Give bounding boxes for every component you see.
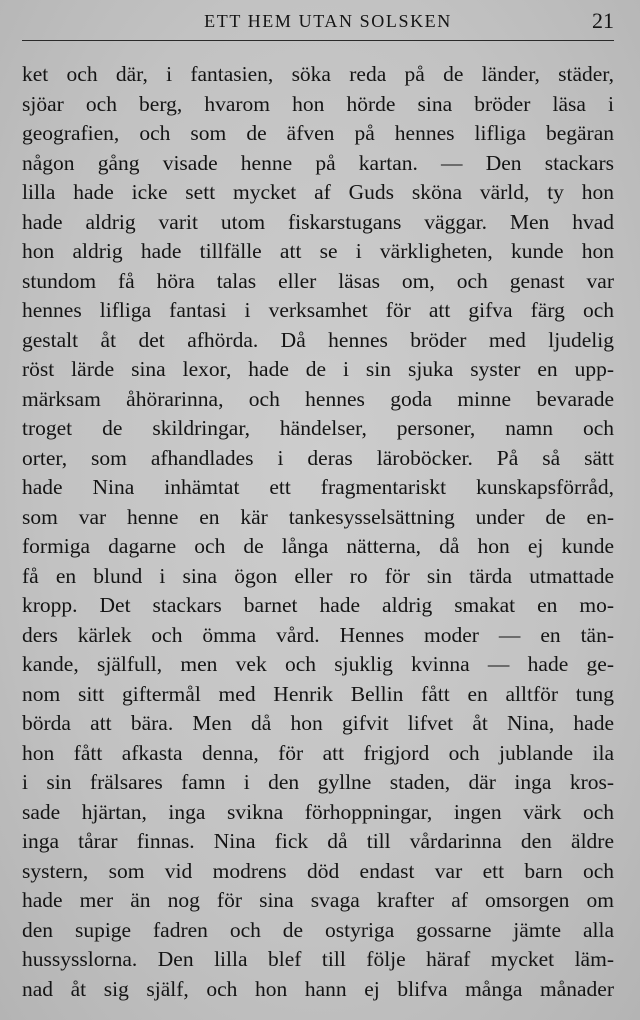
text-line: få en blund i sina ögon eller ro för sin tärda utmattade <box>22 563 614 588</box>
text-line: inga tårar finnas. Nina fick då till vårdarinna den äldre <box>22 829 614 853</box>
text-line: stundom få höra talas eller läsas om, och genast var <box>22 268 614 293</box>
text-line: börda att bära. Men då hon gifvit lifvet åt Nina, hade <box>22 711 614 735</box>
running-head <box>22 8 614 38</box>
text-line: kande, själfull, men vek och sjuklig kvinna — hade ge- <box>22 652 614 676</box>
text-line: hade mer än nog för sina svaga krafter af omsorgen om <box>22 888 614 912</box>
text-line: sjöar och berg, hvarom hon hörde sina bröder läsa i <box>22 91 614 116</box>
text-line: hade aldrig varit utom fiskarstugans väggar. Men hvad <box>22 209 614 234</box>
text-line: nom sitt giftermål med Henrik Bellin fått en alltför tung <box>22 681 614 706</box>
text-line: systern, som vid modrens död endast var ett barn och <box>22 858 614 883</box>
text-line: lilla hade icke sett mycket af Guds sköna värld, ty hon <box>22 180 614 204</box>
page-number: 21 <box>592 8 614 33</box>
text-line: kropp. Det stackars barnet hade aldrig smakat en mo- <box>22 593 614 617</box>
text-line: hennes lifliga fantasi i verksamhet för att gifva färg och <box>22 298 614 322</box>
text-line: geografien, och som de äfven på hennes lifliga begäran <box>22 121 614 145</box>
text-line: ket och där, i fantasien, söka reda på de länder, städer, <box>22 62 614 86</box>
text-line: röst lärde sina lexor, hade de i sin sjuka syster en upp- <box>22 357 614 381</box>
text-line: troget de skildringar, händelser, personer, namn och <box>22 416 614 440</box>
text-line: sade hjärtan, inga svikna förhoppningar, ingen värk och <box>22 799 614 824</box>
running-title: ETT HEM UTAN SOLSKEN <box>204 11 452 31</box>
text-line: märksam åhörarinna, och hennes goda minne bevarade <box>22 386 614 411</box>
text-line: gestalt åt det afhörda. Då hennes bröder med ljudelig <box>22 327 614 352</box>
text-line: som var henne en kär tankesysselsättning under de en- <box>22 504 614 529</box>
text-line: i sin frälsares famn i den gyllne staden, där inga kros- <box>22 770 614 794</box>
text-line: hon aldrig hade tillfälle att se i värkligheten, kunde hon <box>22 239 614 263</box>
text-line: ders kärlek och ömma vård. Hennes moder — en tän- <box>22 622 614 647</box>
body-text <box>22 60 614 1004</box>
text-line: hade Nina inhämtat ett fragmentariskt kunskapsförråd, <box>22 475 614 499</box>
text-line: någon gång visade henne på kartan. — Den stackars <box>22 150 614 175</box>
text-line: den supige fadren och de ostyriga gossarne jämte alla <box>22 917 614 942</box>
text-line: hon fått afkasta denna, för att frigjord och jublande ila <box>22 740 614 765</box>
header-rule <box>22 40 614 41</box>
text-line: orter, som afhandlades i deras läroböcker. På så sätt <box>22 445 614 470</box>
text-line: formiga dagarne och de långa nätterna, då hon ej kunde <box>22 534 614 558</box>
text-line: nad åt sig själf, och hon hann ej blifva många månader <box>22 976 614 1001</box>
text-line: hussysslorna. Den lilla blef till följe häraf mycket läm- <box>22 947 614 971</box>
